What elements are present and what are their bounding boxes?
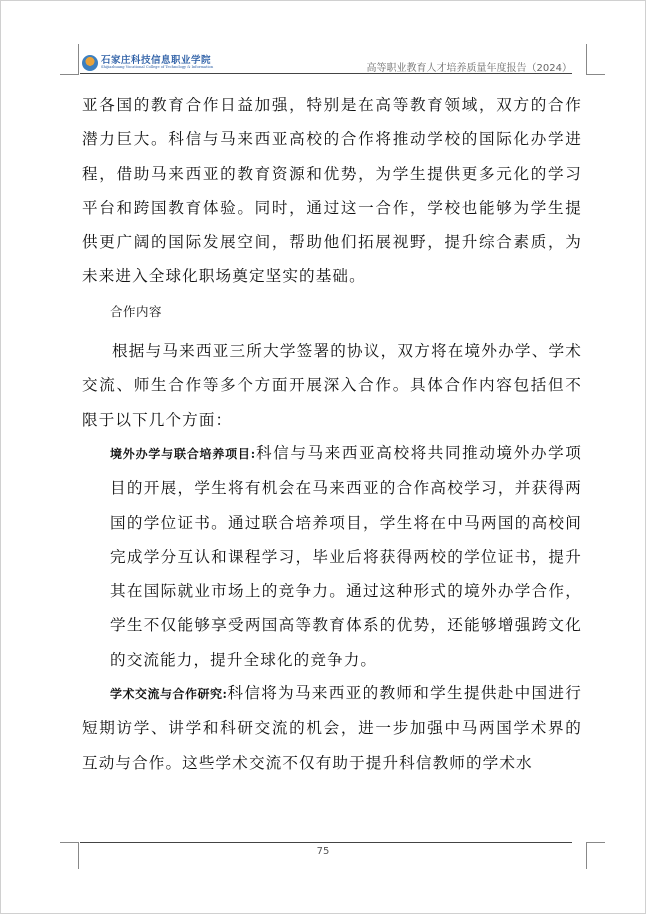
item-2-text: 科信将为马来西亚的教师和学生提供赴中国进行短期访学、讲学和科研交流的机会，进一步加强中马两国学术界的互动与合作。这些学术交流不仅有助于提升科信教师的学术水 bbox=[82, 684, 582, 772]
report-title: 高等职业教育人才培养质量年度报告（2024） bbox=[366, 63, 572, 74]
corner-mark-top-left bbox=[60, 44, 79, 75]
paragraph-1: 亚各国的教育合作日益加强，特别是在高等教育领域，双方的合作潜力巨大。科信与马来西亚高校的合作将推动学校的国际化办学进程，借助马来西亚的教育资源和优势，为学生提供更多元化的学习平台和跨国教育体验。同时，通过这一合作，学校也能够为学生提供更广阔的国际发展空间，帮助他们拓展视野，提升综合素质，为未来进入全球化职场奠定坚实的基础。 bbox=[82, 96, 582, 286]
item-2-paragraph bbox=[82, 676, 582, 780]
item-2-label: 学术交流与合作研究: bbox=[110, 687, 228, 701]
college-emblem-icon bbox=[82, 55, 98, 71]
corner-mark-top-right bbox=[586, 44, 605, 75]
document-body bbox=[82, 88, 582, 294]
footer-rule bbox=[80, 842, 572, 843]
item-1-text: 科信与马来西亚高校将共同推动境外办学项目的开展，学生将有机会在马来西亚的合作高校学习，并获得两国的学位证书。通过联合培养项目，学生将在中马两国的高校间完成学分互认和课程学习，毕业后将获得两校的学位证书，提升其在国际就业市场上的竞争力。通过这种形式的境外办学合作，学生不仅能够享受两国高等教育体系的优势，还能够增强跨文化的交流能力，提升全球化的竞争力。 bbox=[110, 444, 582, 669]
header-rule bbox=[80, 73, 572, 74]
item-1-block bbox=[82, 436, 582, 677]
paragraph-2-block bbox=[82, 334, 582, 437]
section-heading: 合作内容 bbox=[110, 304, 163, 319]
page-number: 75 bbox=[316, 846, 330, 857]
logo-english-name: Shijiazhuang Vocational College of Technology & Information bbox=[101, 65, 214, 70]
paragraph-2: 根据与马来西亚三所大学签署的协议，双方将在境外办学、学术交流、师生合作等多个方面开展深入合作。具体合作内容包括但不限于以下几个方面： bbox=[82, 342, 582, 429]
logo-chinese-name: 石家庄科技信息职业学院 bbox=[101, 54, 212, 66]
item-1-label: 境外办学与联合培养项目: bbox=[110, 447, 256, 461]
item-2-block bbox=[82, 676, 582, 780]
college-logo bbox=[82, 54, 214, 72]
section-heading-block bbox=[110, 302, 610, 322]
item-1-paragraph bbox=[110, 436, 582, 677]
